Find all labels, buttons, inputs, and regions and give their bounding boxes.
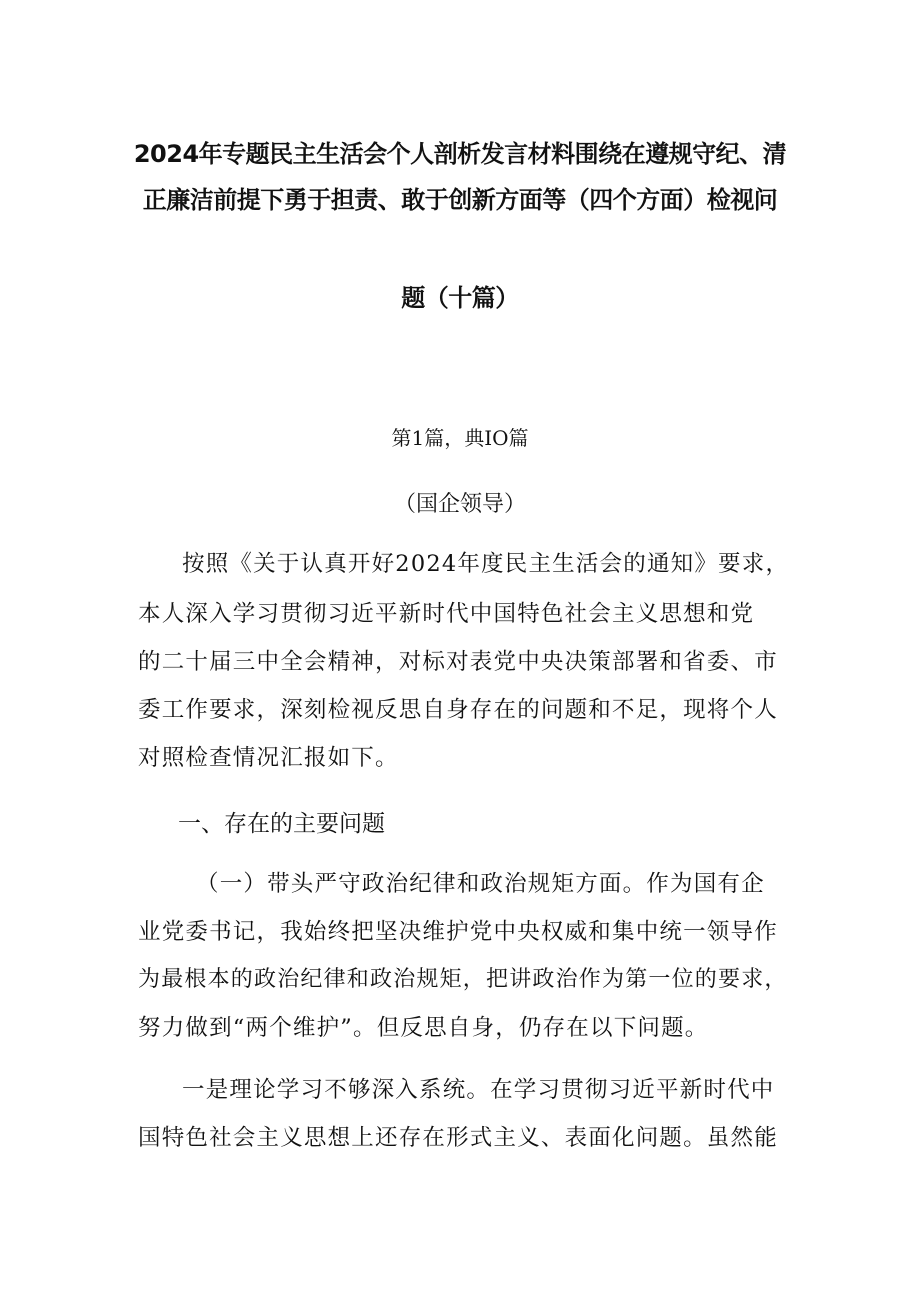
- paragraph-line: 国特色社会主义思想上还存在形式主义、表面化问题。虽然能: [138, 1125, 778, 1151]
- paragraph-line: 努力做到“两个维护”。但反思自身，仍存在以下问题。: [138, 1015, 709, 1041]
- article-number: 第1篇，典IO篇: [391, 426, 529, 450]
- section-heading: 一、存在的主要问题: [178, 811, 385, 837]
- organization-label: （国企领导）: [393, 492, 526, 517]
- intro-line: 的二十届三中全会精神，对标对表党中央决策部署和省委、市: [138, 649, 778, 675]
- intro-line: 按照《关于认真开好2024年度民主生活会的通知》要求，: [182, 551, 790, 577]
- document-title-line-2: 正廉洁前提下勇于担责、敢于创新方面等（四个方面）检视问: [142, 186, 778, 214]
- paragraph-line: 为最根本的政治纪律和政治规矩，把讲政治作为第一位的要求，: [138, 967, 788, 992]
- intro-line: 委工作要求，深刻检视反思自身存在的问题和不足，现将个人: [138, 697, 778, 723]
- document-title-line-3: 题（十篇）: [401, 284, 519, 312]
- intro-line: 对照检查情况汇报如下。: [138, 745, 399, 771]
- paragraph-line: （一）带头严守政治纪律和政治规矩方面。作为国有企: [196, 871, 765, 897]
- intro-line: 本人深入学习贯彻习近平新时代中国特色社会主义思想和党: [138, 601, 755, 627]
- document-title-line-1: 2024年专题民主生活会个人剖析发言材料围绕在遵规守纪、清: [133, 140, 787, 168]
- paragraph-line: 业党委书记，我始终把坚决维护党中央权威和集中统一领导作: [138, 919, 778, 945]
- paragraph-line: 一是理论学习不够深入系统。在学习贯彻习近平新时代中: [182, 1077, 775, 1103]
